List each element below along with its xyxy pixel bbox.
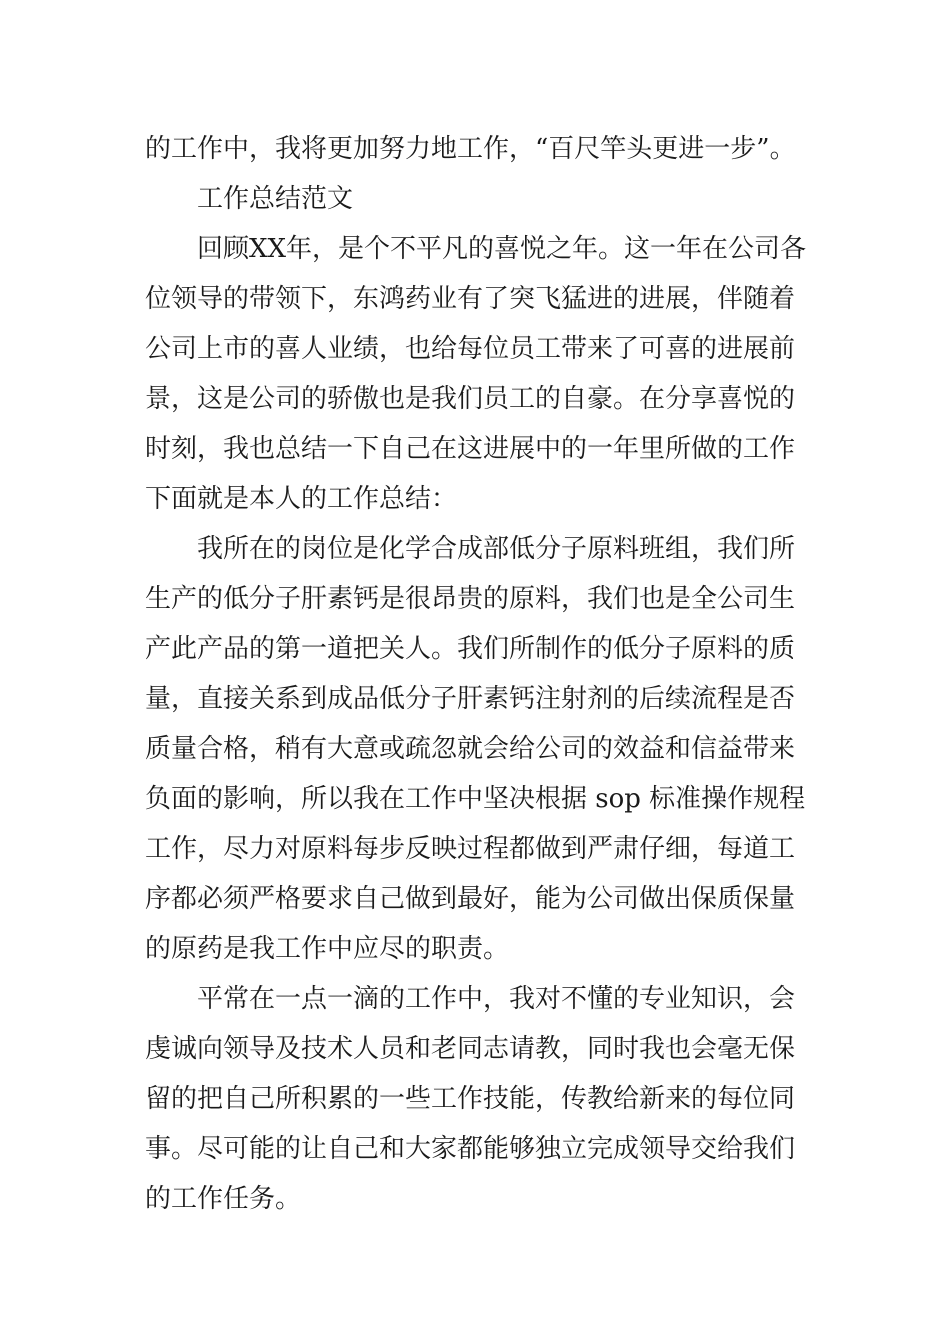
text-line-19: 虔诚向领导及技术人员和老同志请教，同时我也会毫无保 bbox=[145, 1034, 796, 1064]
text-line-4: 位领导的带领下，东鸿药业有了突飞猛进的进展，伴随着 bbox=[145, 284, 796, 314]
text-line-16: 序都必须严格要求自己做到最好，能为公司做出保质保量 bbox=[145, 884, 796, 914]
text-line-17: 的原药是我工作中应尽的职责。 bbox=[145, 934, 510, 964]
text-line-12: 量，直接关系到成品低分子肝素钙注射剂的后续流程是否 bbox=[145, 684, 796, 714]
text-line-6: 景，这是公司的骄傲也是我们员工的自豪。在分享喜悦的 bbox=[145, 384, 796, 414]
document-body bbox=[145, 124, 810, 1224]
text-line-15: 工作，尽力对原料每步反映过程都做到严肃仔细，每道工 bbox=[145, 834, 796, 864]
text-line-14: 负面的影响，所以我在工作中坚决根据 sop 标准操作规程 bbox=[145, 784, 806, 814]
text-line-3: 回顾XX年，是个不平凡的喜悦之年。这一年在公司各 bbox=[197, 234, 807, 264]
text-line-10: 生产的低分子肝素钙是很昂贵的原料，我们也是全公司生 bbox=[145, 584, 796, 614]
text-line-5: 公司上市的喜人业绩，也给每位员工带来了可喜的进展前 bbox=[145, 334, 796, 364]
text-line-18: 平常在一点一滴的工作中，我对不懂的专业知识，会 bbox=[197, 984, 796, 1014]
section-heading: 工作总结范文 bbox=[197, 184, 354, 214]
text-line-9: 我所在的岗位是化学合成部低分子原料班组，我们所 bbox=[197, 534, 796, 564]
text-line-8: 下面就是本人的工作总结： bbox=[145, 484, 458, 514]
text-line-11: 产此产品的第一道把关人。我们所制作的低分子原料的质 bbox=[145, 634, 796, 664]
text-line-22: 的工作任务。 bbox=[145, 1184, 302, 1214]
text-line-7: 时刻，我也总结一下自己在这进展中的一年里所做的工作 bbox=[145, 434, 796, 464]
text-line-1: 的工作中，我将更加努力地工作，“百尺竿头更进一步”。 bbox=[145, 134, 796, 164]
text-line-13: 质量合格，稍有大意或疏忽就会给公司的效益和信益带来 bbox=[145, 734, 796, 764]
text-line-21: 事。尽可能的让自己和大家都能够独立完成领导交给我们 bbox=[145, 1134, 796, 1164]
text-line-20: 留的把自己所积累的一些工作技能，传教给新来的每位同 bbox=[145, 1084, 796, 1114]
